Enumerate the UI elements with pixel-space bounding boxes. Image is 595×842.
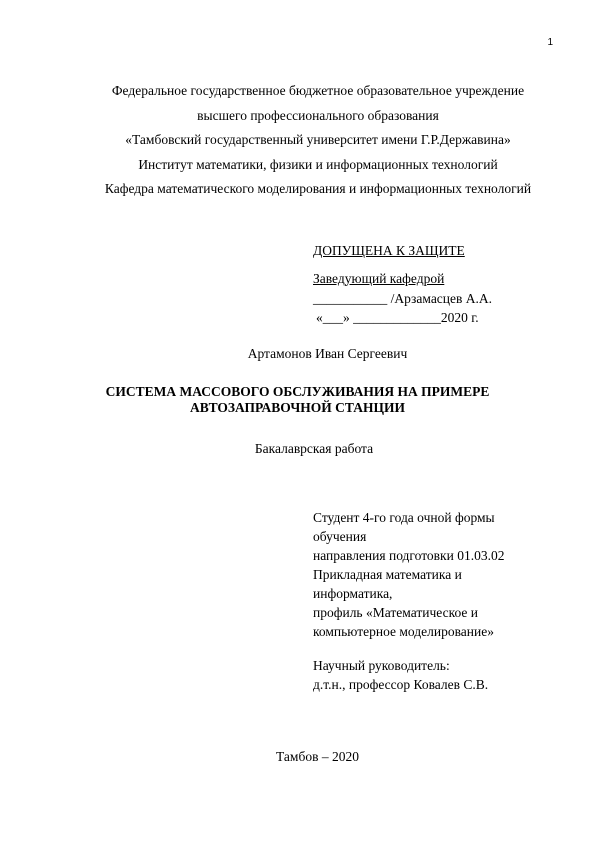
- header-line-5: Кафедра математического моделирования и информационных технологий: [104, 181, 532, 196]
- student-info: [313, 508, 504, 641]
- page-number: 1: [547, 37, 553, 48]
- header-line-3: «Тамбовский государственный университет имени Г.Р.Державина»: [125, 132, 511, 147]
- supervisor-name: д.т.н., профессор Ковалев С.В.: [313, 677, 489, 692]
- student-info-line-7: компьютерное моделирование»: [313, 624, 494, 639]
- signature-line: ___________ /Арзамасцев А.А.: [313, 290, 493, 306]
- student-info-line-2: обучения: [313, 529, 367, 544]
- institution-header: [0, 79, 595, 202]
- student-info-line-1: Студент 4-го года очной формы: [313, 510, 495, 525]
- student-info-line-5: информатика,: [313, 586, 393, 601]
- city-year: Тамбов – 2020: [276, 749, 359, 764]
- supervisor-label: Научный руководитель:: [313, 658, 450, 673]
- student-info-line-3: направления подготовки 01.03.02: [313, 548, 505, 563]
- header-line-4: Институт математики, физики и информационных технологий: [138, 156, 498, 172]
- thesis-title-line-2: АВТОЗАПРАВОЧНОЙ СТАНЦИИ: [190, 400, 405, 415]
- author-name: Артамонов Иван Сергеевич: [247, 346, 408, 361]
- header-line-1: Федеральное государственное бюджетное образовательное учреждение: [111, 83, 525, 98]
- date-line: «___» _____________2020 г.: [316, 309, 479, 325]
- admitted-to-defense-label: ДОПУЩЕНА К ЗАЩИТЕ: [313, 243, 465, 258]
- work-type: Бакалаврская работа: [254, 441, 374, 456]
- thesis-title-line-1: СИСТЕМА МАССОВОГО ОБСЛУЖИВАНИЯ НА ПРИМЕРЕ: [105, 384, 490, 399]
- head-of-department-label: Заведующий кафедрой: [313, 270, 445, 286]
- approval-block: [313, 239, 492, 327]
- student-info-line-6: профиль «Математическое и: [313, 605, 478, 620]
- thesis-title: [0, 384, 595, 416]
- supervisor-block: [313, 656, 488, 694]
- header-line-2: высшего профессионального образования: [197, 107, 439, 123]
- student-info-line-4: Прикладная математика и: [313, 567, 462, 582]
